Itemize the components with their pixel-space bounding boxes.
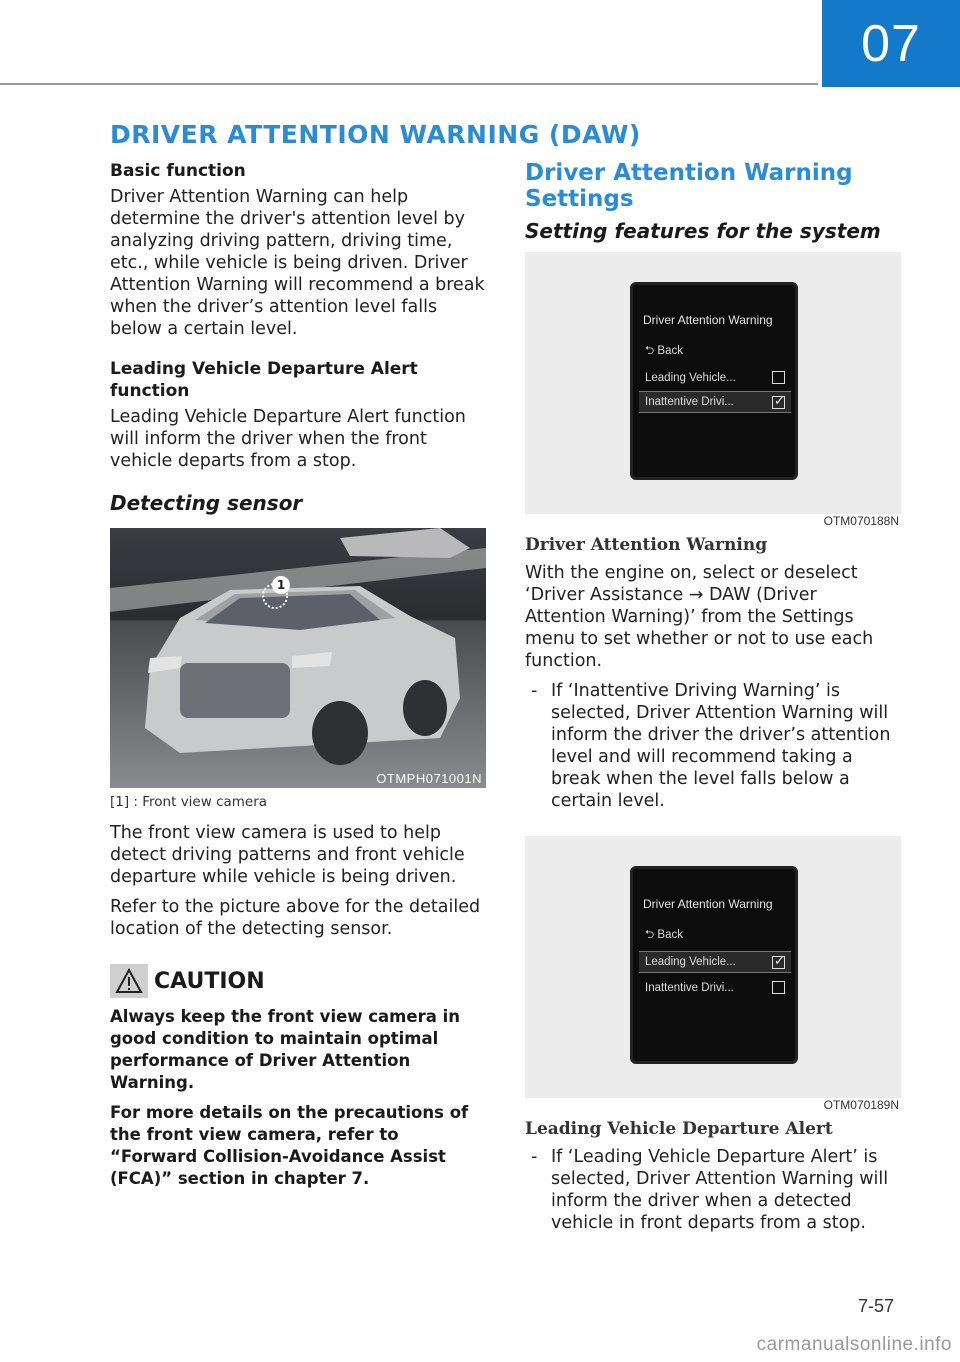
settings-title: Driver Attention Warning Settings: [525, 160, 853, 212]
chapter-tab: 07: [822, 0, 960, 87]
header-rule: [0, 83, 818, 85]
section-title: DRIVER ATTENTION WARNING (DAW): [110, 120, 641, 149]
lvda-function-text: Leading Vehicle Departure Alert function will inform the driver when the front vehicle departs from a stop.: [110, 407, 466, 471]
inattentive-driving-label: Inattentive Drivi...: [645, 396, 734, 408]
lvda-bullet: [525, 1146, 903, 1234]
caution-header: [110, 964, 490, 998]
basic-function-title: Basic function: [110, 161, 246, 181]
screen-title: Driver Attention Warning: [643, 313, 773, 327]
warning-triangle-icon: [110, 964, 148, 998]
left-column: [110, 160, 490, 1190]
daw-title: Driver Attention Warning: [525, 535, 768, 555]
sensor-text-1: The front view camera is used to help detect driving patterns and front vehicle departure while vehicle is being driven.: [110, 823, 465, 887]
checkbox-checked-icon[interactable]: [772, 956, 785, 969]
caution-text-1: Always keep the front view camera in good condition to maintain optimal performance of Driver Attention Warning.: [110, 1007, 460, 1092]
daw-bullet: [525, 680, 903, 812]
back-label: ⮌ Back: [645, 928, 683, 941]
checkbox-checked-icon[interactable]: [772, 396, 785, 409]
figure-code: OTM070189N: [823, 1098, 899, 1112]
inattentive-driving-item[interactable]: [639, 391, 791, 413]
caution-text-2: For more details on the precautions of the front view camera, refer to “Forward Collision-Avoidance Assist (FCA)” section in chapter 7.: [110, 1103, 469, 1188]
lvda-function-title: Leading Vehicle Departure Alert function: [110, 359, 418, 401]
screen-title: Driver Attention Warning: [643, 897, 773, 911]
leading-vehicle-label: Leading Vehicle...: [645, 372, 736, 384]
back-item[interactable]: [639, 925, 791, 947]
bullet-dash: -: [531, 681, 538, 701]
figure-caption: [1] : Front view camera: [110, 794, 268, 810]
checkbox-icon[interactable]: [772, 981, 785, 994]
lvda-title: Leading Vehicle Departure Alert: [525, 1119, 833, 1139]
inattentive-driving-label: Inattentive Drivi...: [645, 982, 734, 994]
back-item[interactable]: [639, 341, 791, 363]
figure-code: OTMPH071001N: [376, 771, 482, 786]
right-column: [525, 160, 903, 1234]
settings-screen-figure-2: [525, 836, 901, 1112]
figure-code: OTM070188N: [823, 514, 899, 528]
settings-screen-1: [630, 282, 798, 480]
caution-label: CAUTION: [154, 968, 265, 994]
back-label: ⮌ Back: [645, 344, 683, 357]
daw-text: With the engine on, select or deselect ‘Driver Assistance → DAW (Driver Attention Warning)’ from the Settings menu to set whether or not to use each function.: [525, 563, 874, 671]
bullet-dash: -: [531, 1147, 538, 1167]
checkbox-icon[interactable]: [772, 371, 785, 384]
detecting-sensor-title: Detecting sensor: [110, 491, 303, 515]
car-illustration: [110, 528, 486, 788]
settings-screen-figure-1: [525, 252, 901, 528]
leading-vehicle-label: Leading Vehicle...: [645, 956, 736, 968]
inattentive-driving-item[interactable]: [639, 977, 791, 999]
daw-bullet-text: If ‘Inattentive Driving Warning’ is selected, Driver Attention Warning will inform the driver the driver’s attention level and will recommend taking a break when the level falls below a certain level.: [551, 681, 891, 811]
sensor-text-2: Refer to the picture above for the detailed location of the detecting sensor.: [110, 897, 481, 939]
leading-vehicle-item[interactable]: [639, 367, 791, 389]
settings-screen-2: [630, 866, 798, 1064]
leading-vehicle-item[interactable]: [639, 951, 791, 973]
page-number: 7-57: [857, 1296, 894, 1316]
lvda-bullet-text: If ‘Leading Vehicle Departure Alert’ is selected, Driver Attention Warning will inform the driver when a detected vehicle in front departs from a stop.: [551, 1147, 889, 1233]
watermark: carmanualsonline.info: [756, 1334, 952, 1355]
basic-function-text: Driver Attention Warning can help determine the driver's attention level by analyzing driving pattern, driving time, etc., while vehicle is being driven. Driver Attention Warning will recommend a break when the driver’s attention level falls below a certain level.: [110, 187, 485, 339]
camera-callout-badge: 1: [272, 576, 290, 594]
features-title: Setting features for the system: [525, 219, 881, 243]
car-figure: [110, 528, 486, 788]
